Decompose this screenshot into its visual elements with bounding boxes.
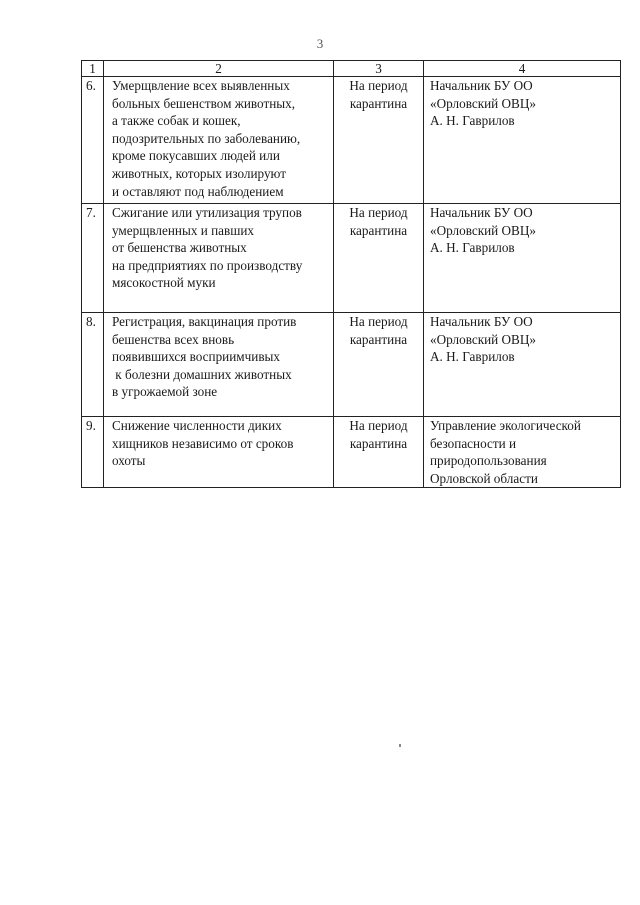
measure-line: хищников независимо от сроков [112,435,294,451]
measure-line: охоты [112,453,146,469]
responsible-line: «Орловский ОВЦ» [430,222,536,238]
responsible-line: А. Н. Гаврилов [430,240,515,256]
measure-line: на предприятиях по производству [112,257,303,273]
measure-line: Регистрация, вакцинация против [112,314,297,329]
measure-line: подозрительных по заболеванию, [112,130,301,146]
measure-line: Сжигание или утилизация трупов [112,205,302,220]
term-line: карантина [349,331,408,347]
term-cell [334,204,424,313]
column-header: 3 [334,61,424,77]
responsible-cell [424,204,621,313]
measure-line: в угрожаемой зоне [112,384,218,400]
column-header: 2 [104,61,334,77]
measure-line: животных, которых изолируют [112,165,286,181]
term-line: На период [349,78,408,93]
term-line: На период [349,205,408,220]
table-row [82,204,621,313]
responsible-line: Начальник БУ ОО [430,314,533,329]
measures-table [81,60,621,488]
measure-line: к болезни домашних животных [112,366,292,382]
measure-line: умерщвленных и павших [112,222,255,238]
measure-line: а также собак и кошек, [112,113,241,129]
row-number: 8. [82,313,104,417]
measure-line: больных бешенством животных, [112,95,296,111]
term-line: карантина [349,435,408,451]
measure-line: Умерщвление всех выявленных [112,78,290,93]
measure-line: от бешенства животных [112,240,247,256]
responsible-cell [424,417,621,488]
measure-line: и оставляют под наблюдением [112,183,284,199]
measure-line: бешенства всех вновь [112,331,235,347]
scan-speck [399,744,401,747]
row-number: 6. [82,77,104,204]
measure-cell [104,204,334,313]
responsible-line: А. Н. Гаврилов [430,349,515,365]
responsible-line: Управление экологической [430,418,581,433]
table-header-row [82,61,621,77]
measure-line: мясокостной муки [112,275,216,291]
responsible-line: «Орловский ОВЦ» [430,331,536,347]
table-row [82,77,621,204]
measure-cell [104,77,334,204]
row-number: 7. [82,204,104,313]
responsible-line: природопользования [430,453,547,469]
term-cell [334,313,424,417]
responsible-line: Орловской области [430,470,538,486]
page-number: 3 [316,36,324,51]
term-line: На период [349,314,408,329]
term-cell [334,417,424,488]
measure-cell [104,313,334,417]
term-line: карантина [349,222,408,238]
term-line: На период [349,418,408,433]
responsible-line: Начальник БУ ОО [430,78,533,93]
measure-line: появившихся восприимчивых [112,349,281,365]
table-row [82,417,621,488]
term-line: карантина [349,95,408,111]
term-cell [334,77,424,204]
measure-cell [104,417,334,488]
responsible-line: безопасности и [430,435,517,451]
measure-line: Снижение численности диких [112,418,282,433]
measure-line: кроме покусавших людей или [112,148,280,164]
responsible-line: Начальник БУ ОО [430,205,533,220]
row-number: 9. [82,417,104,488]
responsible-line: «Орловский ОВЦ» [430,95,536,111]
responsible-cell [424,313,621,417]
column-header: 4 [424,61,621,77]
table-row [82,313,621,417]
responsible-line: А. Н. Гаврилов [430,113,515,129]
responsible-cell [424,77,621,204]
column-header: 1 [82,61,104,77]
